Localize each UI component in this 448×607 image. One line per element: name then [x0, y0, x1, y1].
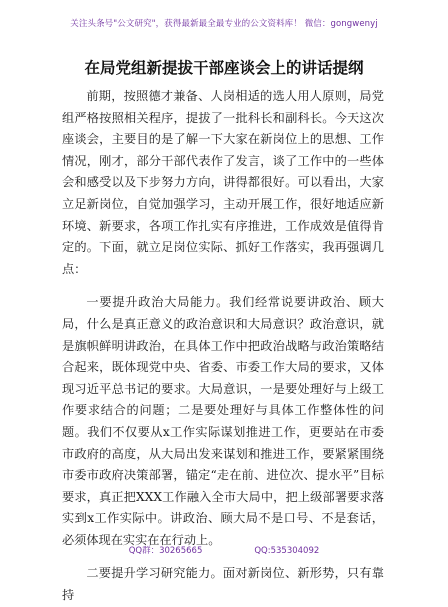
paragraph-point-2: 二要提升学习研究能力。面对新岗位、新形势，只有靠持 — [62, 566, 384, 603]
paragraph-point-1: 一要提升政治大局能力。我们经常说要讲政治、顾大局，什么是真正意义的政治意识和大局意识？政治意识，就是旗帜鲜明讲政治，在具体工作中把政治战略与政治策略结合起来，既体现党中央、省委、市委工作大局的要求，又体现习近平总书记的要求。大局意识，一是要处理好与上级工作要求结合的问题；二是要处理好与具体工作整体性的问题。我们不仅要从x工作实际谋划推进工作，更要站在市委市政府的高度，从大局出发来谋划和推进工作，要紧紧围绕市委市政府决策部署，锚定“走在前、进位次、提水平”目标要求，真正把XXX工作融入全市大局中，把上级部署要求落实到x工作实际中。讲政治、顾大局不是口号、不是套话，必须体现在实实在在行动上。 — [62, 295, 384, 547]
top-banner: 关注头条号"公文研究"，获得最新最全最专业的公文资料库！ 微信：gongwenyj — [70, 19, 378, 29]
footer-contact — [0, 544, 448, 556]
paragraph-intro: 前期，按照德才兼备、人岗相适的选人用人原则，局党组严格按照相关程序，提拔了一批科长和副科长。今天这次座谈会，主要目的是了解一下大家在新岗位上的思想、工作情况，刚才，部分干部代表作了发言，谈了工作中的一些体会和感受以及下步努力方向，讲得都很好。可以看出，大家立足新岗位，自觉加强学习，主动开展工作，很好地适应新环境、新要求，各项工作扎实有序推进，工作成效是值得肯定的。下面，就立足岗位实际、抓好工作落实，我再强调几点： — [62, 89, 384, 276]
document-title: 在局党组新提拔干部座谈会上的讲话提纲 — [84, 59, 364, 77]
footer-qq: QQ:535304092 — [254, 546, 320, 556]
document-body — [62, 86, 384, 607]
footer-qq-group: QQ群：30265665 — [128, 546, 203, 556]
